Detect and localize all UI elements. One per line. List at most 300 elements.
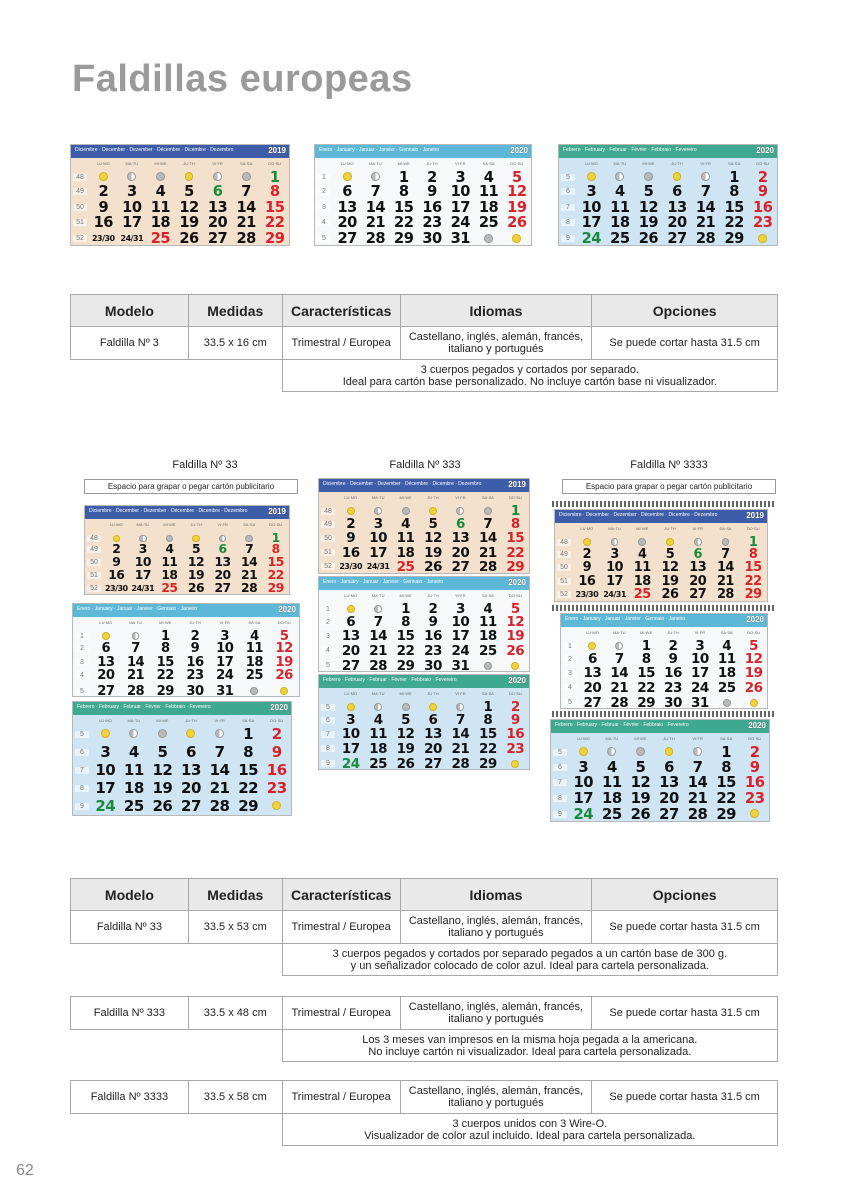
cell-idiomas	[400, 911, 592, 944]
calendar-february-333	[318, 674, 530, 770]
day-number: 13	[181, 761, 201, 779]
week-row	[561, 637, 767, 654]
day-number: 18	[396, 544, 415, 561]
day-number: 1	[243, 725, 254, 743]
day-number: 26	[179, 229, 199, 246]
week-row	[555, 547, 767, 561]
day-number: 6	[587, 651, 597, 668]
day-number: 22	[478, 740, 497, 757]
page-title: Faldillas europeas	[72, 58, 413, 100]
day-number: 27	[583, 694, 602, 709]
day-number: 8	[748, 546, 758, 562]
day-number: 7	[245, 542, 254, 556]
day-number: 28	[610, 694, 629, 709]
day-number: 6	[455, 516, 465, 533]
weekday-label: SA·SA	[243, 521, 256, 527]
week-row	[73, 627, 299, 644]
week-row	[85, 581, 289, 594]
week-number: 50	[87, 559, 101, 566]
day-number: 16	[266, 761, 287, 779]
cell-idiomas	[400, 997, 592, 1030]
weekday-row	[71, 158, 289, 168]
day-number: 2	[757, 168, 768, 186]
day-number: 19	[744, 665, 763, 682]
day-number: 6	[186, 743, 196, 761]
day-number: 7	[373, 614, 383, 631]
weekday-label: LU·MO	[99, 619, 113, 625]
day-number: 23/30	[104, 583, 128, 593]
weekday-label: MI·WE	[159, 619, 172, 625]
note-line-2: y un señalizador colocado de color azul. Ideal para cartela personalizada.	[350, 959, 710, 972]
day-number: 28	[236, 229, 256, 246]
day-number: 29	[265, 229, 285, 246]
day-number: 1	[641, 638, 651, 654]
day-number: 2	[190, 628, 200, 644]
week-number: 52	[557, 591, 571, 598]
year-label: 2019	[746, 511, 764, 520]
spec-table-faldilla-3333	[70, 1080, 778, 1146]
day-number: 2	[428, 601, 438, 617]
day-number: 19	[152, 779, 173, 797]
weekday-label: MI·WE	[642, 160, 655, 166]
weekday-label: MI·WE	[636, 525, 649, 531]
week-row	[73, 655, 299, 669]
week-row	[315, 214, 531, 232]
week-number: 48	[87, 535, 101, 542]
day-number: 18	[717, 665, 736, 682]
year-label: 2020	[746, 615, 764, 624]
day-number: 16	[506, 726, 525, 743]
week-number: 49	[73, 188, 87, 195]
week-number: 52	[73, 235, 87, 242]
day-number: 15	[396, 628, 415, 645]
day-number: 26	[506, 642, 525, 659]
weekday-label: LU·MO	[96, 160, 110, 166]
day-number: 14	[610, 665, 629, 682]
week-number: 1	[75, 633, 89, 640]
week-row	[319, 502, 529, 519]
day-number: 17	[341, 740, 360, 757]
day-number: 16	[753, 198, 773, 216]
table-row	[71, 327, 778, 360]
week-number: 50	[73, 204, 87, 211]
day-number: 21	[369, 642, 388, 659]
calendar-december-33	[84, 505, 290, 595]
day-number: 3	[578, 758, 589, 776]
week-number: 8	[75, 785, 89, 792]
day-number: 23/30	[339, 562, 363, 572]
day-number: 3	[455, 168, 466, 186]
day-number: 24/31	[131, 583, 155, 593]
weekday-label: DO·SU	[747, 629, 761, 635]
day-number: 31	[450, 230, 470, 246]
weekday-row	[73, 715, 291, 725]
weekday-label: MA·TU	[369, 160, 382, 166]
day-number: 1	[398, 168, 409, 186]
week-row	[73, 641, 299, 655]
week-number: 5	[563, 699, 577, 706]
spec-table-faldilla-333	[70, 996, 778, 1062]
note-line-2: Ideal para cartón base personalizado. No incluye cartón base ni visualizador.	[342, 375, 717, 388]
day-number: 29	[267, 581, 284, 595]
day-number: 23	[424, 642, 442, 659]
day-number: 23	[753, 214, 773, 232]
week-number: 2	[317, 188, 331, 195]
year-label: 2020	[756, 146, 774, 155]
week-row	[555, 533, 767, 550]
idiomas-line-1: Castellano, inglés, alemán, francés,	[408, 1085, 584, 1097]
day-number: 1	[721, 743, 732, 761]
day-number: 9	[98, 198, 109, 216]
weekday-label: MI·WE	[156, 717, 169, 723]
day-number: 21	[365, 214, 386, 232]
day-number: 6	[212, 183, 223, 201]
year-label: 2020	[748, 721, 766, 730]
weekday-row	[315, 158, 531, 168]
week-row	[319, 614, 529, 631]
day-number: 8	[243, 743, 254, 761]
day-number: 7	[721, 546, 730, 562]
cell-note	[282, 1030, 777, 1062]
week-row	[559, 199, 777, 214]
calendar-january-333	[318, 576, 530, 672]
day-number: 18	[478, 628, 497, 645]
week-number: 49	[321, 521, 335, 528]
day-number: 23	[186, 668, 204, 684]
day-number: 17	[450, 198, 470, 216]
day-number: 8	[271, 542, 280, 556]
moon-phase-icon	[503, 230, 531, 246]
year-label: 2020	[510, 146, 528, 155]
weekday-label: LU·MO	[580, 525, 594, 531]
weekday-label: SA·SA	[481, 592, 494, 598]
day-number: 13	[214, 555, 231, 569]
day-number: 27	[424, 755, 442, 770]
weekday-label: JU·TH	[185, 717, 197, 723]
day-number: 17	[606, 573, 624, 589]
day-number: 11	[478, 183, 499, 201]
moon-phase-icon	[205, 725, 234, 743]
day-number: 16	[108, 568, 125, 582]
day-number: 13	[341, 628, 360, 645]
advertising-strip: Espacio para grapar o pegar cartón publicitario	[84, 479, 298, 494]
weekday-label: JU·TH	[663, 735, 675, 741]
weekday-label: LU·MO	[344, 690, 358, 696]
blank-cell	[71, 944, 283, 976]
weekday-label: SA·SA	[482, 160, 495, 166]
day-number: 20	[667, 214, 687, 232]
day-number: 24	[451, 642, 470, 659]
weekday-label: MI·WE	[399, 494, 412, 500]
table-row	[71, 1081, 778, 1114]
week-row	[551, 790, 769, 806]
day-number: 5	[401, 712, 410, 729]
day-number: 27	[689, 587, 707, 602]
week-row	[71, 214, 289, 232]
day-number: 22	[267, 568, 284, 582]
weekday-label: SA·SA	[481, 690, 494, 696]
day-number: 19	[638, 214, 659, 232]
day-number: 25	[150, 229, 171, 246]
moon-phase-icon	[120, 725, 149, 743]
moon-phase-icon	[474, 230, 502, 246]
day-number: 12	[506, 614, 525, 631]
weekday-label: MI·WE	[634, 735, 647, 741]
weekday-label: SA·SA	[719, 525, 732, 531]
day-number: 4	[250, 628, 259, 644]
weekday-label: DO·SU	[268, 160, 282, 166]
week-row	[315, 230, 531, 245]
day-number: 10	[341, 726, 360, 743]
weekday-label: VI·FR	[700, 160, 711, 166]
month-names: Enero · January · Januar · Janvier · Gennaio · Janeiro	[323, 579, 444, 585]
day-number: 22	[744, 573, 762, 589]
week-number: 4	[317, 219, 331, 226]
day-number: 2	[582, 546, 592, 562]
day-number: 11	[610, 198, 630, 216]
day-number: 4	[638, 546, 647, 562]
week-row	[319, 657, 529, 671]
day-number: 3	[220, 628, 230, 644]
day-number: 25	[478, 642, 497, 659]
day-number: 18	[633, 573, 651, 589]
year-label: 2019	[268, 507, 286, 516]
weekday-label: JU·TH	[671, 160, 683, 166]
cell-caracteristicas: Trimestral / Europea	[282, 327, 400, 360]
day-number: 17	[451, 628, 470, 645]
year-label: 2020	[508, 578, 526, 587]
day-number: 24	[216, 668, 234, 684]
day-number: 29	[637, 694, 656, 709]
day-number: 7	[614, 651, 624, 668]
day-number: 19	[506, 628, 525, 645]
week-row	[319, 516, 529, 533]
day-number: 10	[369, 530, 388, 547]
weekday-label: MI·WE	[154, 160, 167, 166]
day-number: 18	[245, 654, 264, 670]
day-number: 31	[451, 657, 470, 672]
month-names: Febrero · February · Februar · Février · Febbraio · Fevereiro	[563, 147, 697, 153]
calendar-january-33	[72, 603, 300, 697]
day-number: 23	[664, 679, 682, 696]
weekday-label: VI·FR	[692, 525, 703, 531]
weekday-row	[319, 590, 529, 600]
day-number: 24	[690, 679, 709, 696]
day-number: 27	[181, 797, 201, 815]
day-number: 22	[238, 779, 259, 797]
day-number: 20	[181, 779, 201, 797]
day-number: 18	[478, 198, 499, 216]
blank-cell	[71, 1030, 283, 1062]
day-number: 17	[122, 214, 142, 232]
weekday-row	[555, 523, 767, 533]
moon-phase-icon	[177, 725, 206, 743]
day-number: 26	[152, 797, 173, 815]
weekday-label: JU·TH	[427, 494, 439, 500]
header-medidas: Medidas	[188, 879, 282, 911]
header-opciones: Opciones	[592, 295, 778, 327]
day-number: 30	[664, 694, 682, 709]
spec-table-faldilla-3	[70, 294, 778, 392]
weekday-label: LU·MO	[344, 592, 358, 598]
day-number: 10	[95, 761, 116, 779]
week-row	[555, 574, 767, 588]
day-number: 18	[150, 214, 171, 232]
day-number: 15	[744, 560, 762, 576]
month-header	[319, 675, 529, 688]
day-number: 3	[100, 743, 111, 761]
day-number: 25	[369, 755, 388, 770]
week-row	[319, 559, 529, 573]
weekday-label: MA·TU	[608, 525, 621, 531]
week-number: 1	[563, 643, 577, 650]
day-number: 9	[428, 614, 438, 631]
weekday-label: MA·TU	[371, 690, 385, 696]
day-number: 9	[271, 743, 282, 761]
weekday-label: LU·MO	[98, 717, 112, 723]
cell-idiomas	[400, 327, 592, 360]
day-number: 5	[749, 638, 759, 654]
day-number: 7	[455, 712, 465, 729]
day-number: 28	[126, 683, 145, 697]
day-number: 16	[422, 198, 442, 216]
year-label: 2020	[278, 605, 296, 614]
week-row	[561, 651, 767, 668]
day-number: 1	[748, 534, 758, 550]
week-number: 6	[553, 764, 567, 771]
weekday-label: SA·SA	[720, 629, 733, 635]
day-number: 19	[507, 198, 527, 216]
weekday-label: JU·TH	[427, 690, 439, 696]
week-row	[319, 755, 529, 769]
day-number: 11	[396, 530, 415, 547]
cell-modelo: Faldilla Nº 33	[71, 911, 189, 944]
week-number: 5	[561, 174, 575, 181]
week-number: 1	[321, 606, 335, 613]
day-number: 27	[214, 581, 231, 595]
week-row	[71, 168, 289, 186]
weekday-row	[319, 492, 529, 502]
caption-faldilla-33: Faldilla Nº 33	[172, 459, 238, 471]
week-row	[319, 698, 529, 715]
week-number: 5	[317, 235, 331, 242]
day-number: 14	[126, 654, 145, 670]
day-number: 23	[266, 779, 287, 797]
week-row	[315, 199, 531, 214]
day-number: 22	[716, 789, 736, 807]
day-number: 18	[610, 214, 630, 232]
week-row	[559, 214, 777, 232]
week-row	[73, 682, 299, 696]
day-number: 9	[757, 183, 768, 201]
day-number: 14	[478, 530, 497, 547]
weekday-label: VI·FR	[455, 160, 466, 166]
weekday-label: VI·FR	[217, 521, 228, 527]
week-row	[85, 529, 289, 545]
day-number: 23/30	[91, 233, 115, 243]
note-line-1: 3 cuerpos pegados y cortados por separado pegados a un cartón base de 300 g.	[332, 947, 728, 960]
note-line-1: 3 cuerpos unidos con 3 Wire-O.	[452, 1117, 608, 1130]
day-number: 12	[661, 560, 679, 576]
day-number: 7	[241, 183, 251, 201]
day-number: 9	[749, 758, 760, 776]
day-number: 1	[483, 699, 493, 715]
week-number: 50	[557, 564, 571, 571]
weekday-row	[559, 158, 777, 168]
day-number: 6	[346, 614, 356, 631]
calendar-december-333	[318, 478, 530, 574]
calendar-december	[70, 144, 290, 246]
day-number: 24/31	[603, 590, 626, 600]
day-number: 16	[578, 573, 596, 589]
day-number: 29	[724, 230, 744, 246]
cell-opciones: Se puede cortar hasta 31.5 cm	[592, 997, 778, 1030]
day-number: 17	[216, 654, 234, 670]
day-number: 12	[179, 198, 199, 216]
calendar-february	[558, 144, 778, 246]
day-number: 4	[401, 516, 410, 533]
note-line-1: Los 3 meses van impresos en la misma hoja pegada a la americana.	[362, 1033, 698, 1046]
moon-phase-icon	[502, 657, 529, 672]
day-number: 7	[700, 183, 711, 201]
day-number: 26	[424, 558, 442, 574]
advertising-strip: Espacio para grapar o pegar cartón publicitario	[562, 479, 776, 494]
day-number: 1	[160, 628, 170, 644]
cell-modelo: Faldilla Nº 333	[71, 997, 189, 1030]
day-number: 1	[510, 503, 520, 519]
week-row	[85, 542, 289, 555]
month-names: Febrero · February · Februar · Février · Febbraio · Fevereiro	[323, 677, 457, 683]
weekday-row	[73, 617, 299, 627]
weekday-label: DO·SU	[510, 160, 524, 166]
day-number: 10	[216, 640, 234, 656]
month-header	[551, 720, 769, 733]
day-number: 5	[635, 758, 646, 776]
week-number: 5	[75, 731, 89, 738]
day-number: 26	[507, 214, 527, 232]
week-row	[555, 560, 767, 574]
day-number: 31	[690, 694, 709, 709]
caption-faldilla-3333: Faldilla Nº 3333	[630, 459, 708, 471]
day-number: 27	[451, 558, 470, 574]
day-number: 19	[275, 654, 293, 670]
idiomas-line-2: italiano y portugués	[448, 1013, 544, 1025]
week-number: 8	[321, 745, 335, 752]
cell-modelo: Faldilla Nº 3	[71, 327, 189, 360]
day-number: 13	[583, 665, 602, 682]
week-number: 7	[553, 779, 567, 786]
day-number: 20	[583, 679, 602, 696]
weekday-label: MI·WE	[163, 521, 176, 527]
moon-phase-icon	[240, 682, 270, 697]
day-number: 3	[346, 712, 356, 729]
day-number: 22	[506, 544, 525, 561]
week-row	[319, 726, 529, 743]
weekday-label: SA·SA	[481, 494, 494, 500]
day-number: 29	[744, 587, 762, 602]
year-label: 2019	[508, 480, 526, 489]
day-number: 17	[573, 789, 594, 807]
day-number: 20	[659, 789, 679, 807]
day-number: 27	[207, 229, 228, 246]
day-number: 5	[157, 743, 168, 761]
header-idiomas: Idiomas	[400, 295, 592, 327]
week-row	[73, 668, 299, 682]
day-number: 26	[396, 755, 415, 770]
day-number: 6	[428, 712, 438, 729]
day-number: 24	[450, 214, 470, 232]
day-number: 13	[337, 198, 357, 216]
